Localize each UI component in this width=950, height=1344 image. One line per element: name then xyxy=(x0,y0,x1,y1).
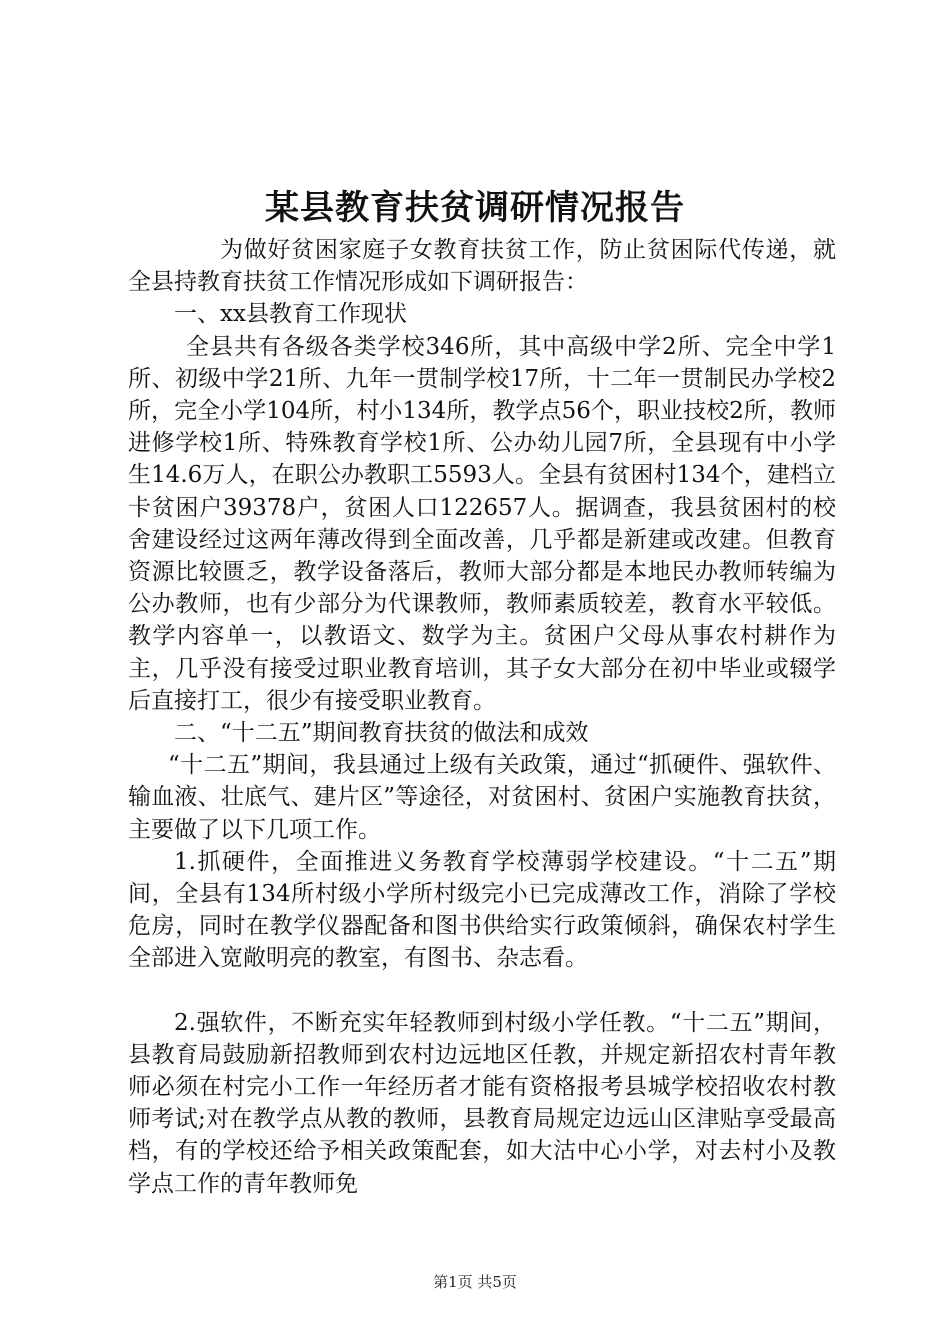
body-paragraph: 全县共有各级各类学校346所，其中高级中学2所、完全中学1所、初级中学21所、九年一贯制学校17所，十二年一贯制民办学校2所，完全小学104所，村小134所，教学点56个，职业技校2所，教师进修学校1所、特殊教育学校1所、公办幼儿园7所，全县现有中小学生14.6万人，在职公办教职工5593人。全县有贫困村134个，建档立卡贫困户39378户，贫困人口122657人。据调查，我县贫困村的校舍建设经过这两年薄改得到全面改善，几乎都是新建或改建。但教育资源比较匮乏，教学设备落后，教师大部分都是本地民办教师转编为公办教师，也有少部分为代课教师，教师素质较差，教育水平较低。教学内容单一，以教语文、数学为主。贫困户父母从事农村耕作为主，几乎没有接受过职业教育培训，其子女大部分在初中毕业或辍学后直接打工，很少有接受职业教育。 xyxy=(128,333,836,714)
page-number-footer: 第1页 共5页 xyxy=(433,1273,517,1291)
body-paragraph: 2.强软件，不断充实年轻教师到村级小学任教。“十二五”期间，县教育局鼓励新招教师到农村边远地区任教，并规定新招农村青年教师必须在村完小工作一年经历者才能有资格报考县城学校招收农村教师考试;对在教学点从教的教师，县教育局规定边远山区津贴享受最高档，有的学校还给予相关政策配套，如大沽中心小学，对去村小及教学点工作的青年教师免 xyxy=(128,1009,836,1197)
document-body xyxy=(128,234,836,1200)
body-paragraph: “十二五”期间，我县通过上级有关政策，通过“抓硬件、强软件、输血液、壮底气、建片区”等途径，对贫困村、贫困户实施教育扶贫，主要做了以下几项工作。 xyxy=(128,752,836,843)
body-paragraph: 1.抓硬件，全面推进义务教育学校薄弱学校建设。“十二五”期间，全县有134所村级小学所村级完小已完成薄改工作，消除了学校危房，同时在教学仪器配备和图书供给实行政策倾斜，确保农村学生全部进入宽敞明亮的教室，有图书、杂志看。 xyxy=(128,848,836,972)
section-heading-2: 二、“十二五”期间教育扶贫的做法和成效 xyxy=(174,720,589,747)
intro-paragraph: 为做好贫困家庭子女教育扶贫工作，防止贫困际代传递，就全县持教育扶贫工作情况形成如下调研报告： xyxy=(128,237,836,296)
section-heading-1: 一、xx县教育工作现状 xyxy=(174,301,407,328)
document-title: 某县教育扶贫调研情况报告 xyxy=(265,188,685,228)
